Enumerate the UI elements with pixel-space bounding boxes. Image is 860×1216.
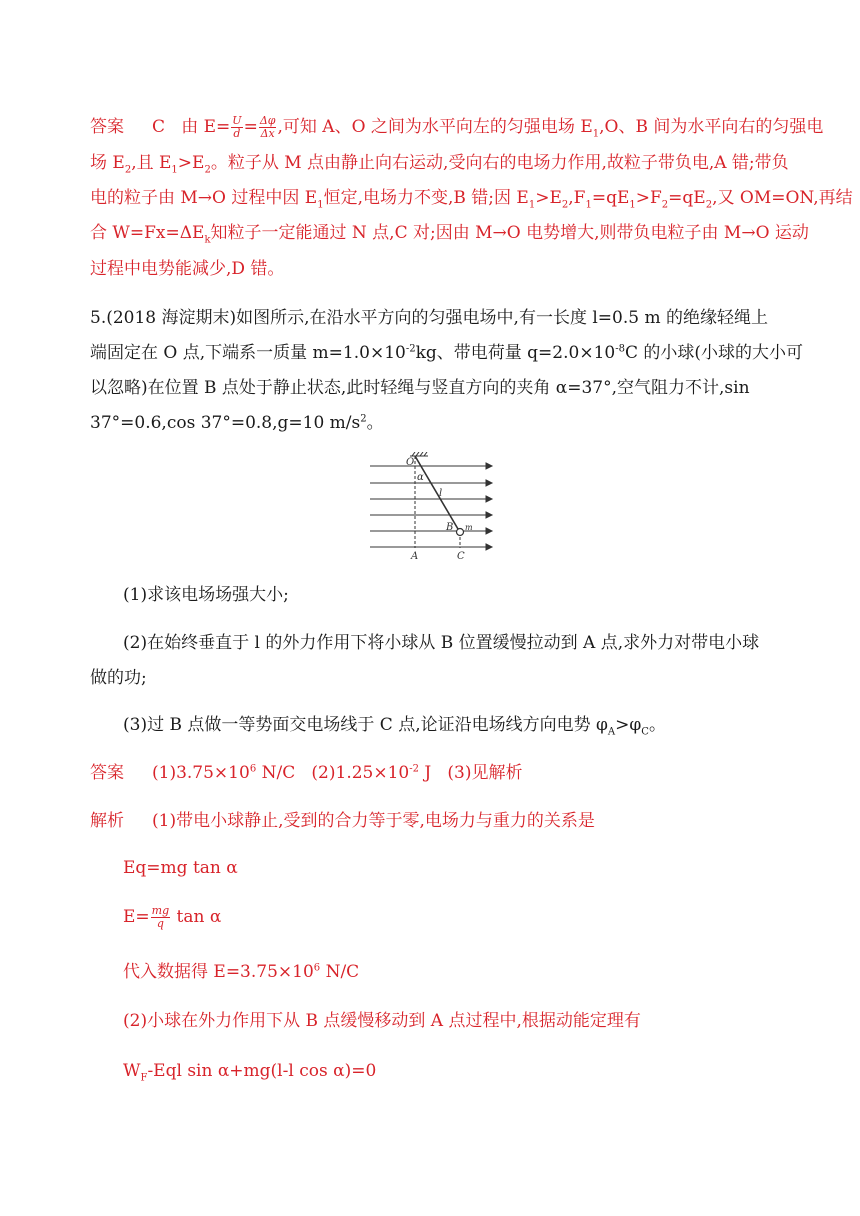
subquestion-2-line-1: (2)在始终垂直于 l 的外力作用下将小球从 B 位置缓慢拉动到 A 点,求外力对带电小球 <box>123 633 760 653</box>
question5-line-2: 端固定在 O 点,下端系一质量 $m=1.0\times 10^{-2}kg$、带电荷量 $q=2.0\times 10^{-8}C$ 的小球(小球的大小可 <box>90 343 804 363</box>
question5-line-1: 5.(2018 海淀期末)如图所示,在沿水平方向的匀强电场中,有一长度 l=0.5 m 的绝缘轻绳上 <box>90 308 769 328</box>
analysis-eq-1: Eq=mg tan α <box>123 858 238 878</box>
label-alpha: α <box>417 472 424 483</box>
analysis-eq-4: $W_F$-Eql sin α+mg(l-l cos α)=0 <box>123 1061 377 1084</box>
fraction-dphi-over-dx: $\frac{\Delta\varphi}{\Delta x}$ <box>259 114 276 140</box>
label-a: A <box>411 551 419 562</box>
answer-label: 答案 <box>90 117 124 137</box>
question5-line-3: 以忽略)在位置 B 点处于静止状态,此时轻绳与竖直方向的夹角 α=37°,空气阻力不计,sin <box>90 378 750 398</box>
analysis-label: 解析 <box>90 811 124 831</box>
label-b: B <box>446 522 454 533</box>
analysis-line-1: 解析 (1)带电小球静止,受到的合力等于零,电场力与重力的关系是 <box>90 806 860 836</box>
answer4-line-2: 场 $E_2$,且 $E_1>E_2$。粒子从 M 点由静止向右运动,受向右的电场力作用,故粒子带负电,A 错;带负 <box>90 153 789 176</box>
charged-ball <box>457 529 464 536</box>
answer5-label: 答案 <box>90 763 124 783</box>
analysis-eq-3: 代入数据得 $E=3.75\times 10^6$ N/C <box>123 962 360 982</box>
question5-line-4: 37°=0.6,cos 37°=0.8,g=10 $m/s^2$。 <box>90 413 384 433</box>
label-m: m <box>465 523 473 532</box>
analysis-line-2: (2)小球在外力作用下从 B 点缓慢移动到 A 点过程中,根据动能定理有 <box>123 1011 641 1031</box>
subquestion-3: (3)过 B 点做一等势面交电场线于 C 点,论证沿电场线方向电势 $\varphi_A>\varphi_C$。 <box>123 715 666 738</box>
subquestion-2-line-2: 做的功; <box>90 668 147 688</box>
answer-choice: C <box>152 117 166 137</box>
label-o: O <box>406 457 415 468</box>
fraction-u-over-d: $\frac{U}{d}$ <box>232 114 242 140</box>
label-l: l <box>439 488 443 499</box>
answer4-line-3: 电的粒子由 M→O 过程中因 $E_1$恒定,电场力不变,B 错;因 $E_1>E_2,F_1=qE_1>F_2=qE_2$,又 OM=ON,再结 <box>90 188 853 211</box>
fraction-mg-over-q: $\frac{mg}{q}$ <box>151 904 170 930</box>
answer4-line-4: 合 $W=Fx=\Delta E_k$知粒子一定能通过 N 点,C 对;因由 M→O 电势增大,则带负电粒子由 M→O 运动 <box>90 223 809 246</box>
analysis-eq-2: E= $\frac{mg}{q}$ tan α <box>123 904 222 930</box>
answer5-line: 答案 $(1)3.75\times 10^6$ N/C $(2)1.25\times 10^{-2}$ J (3)见解析 <box>90 758 860 788</box>
label-c: C <box>457 551 465 562</box>
ceiling-hatch <box>410 452 428 456</box>
answer4-line-5: 过程中电势能减少,D 错。 <box>90 259 285 279</box>
string <box>415 456 458 529</box>
field-lines <box>370 463 492 550</box>
subquestion-1: (1)求该电场场强大小; <box>123 585 289 605</box>
answer4-line-1: 答案 C 由 E= $\frac{U}{d}$ = $\frac{\Delta\varphi}{\Delta x}$ ,可知 A、O 之间为水平向左的匀强电场 $E_1,O$、B 间为水平向右的匀强电 <box>90 114 824 140</box>
electric-field-figure <box>368 452 498 562</box>
